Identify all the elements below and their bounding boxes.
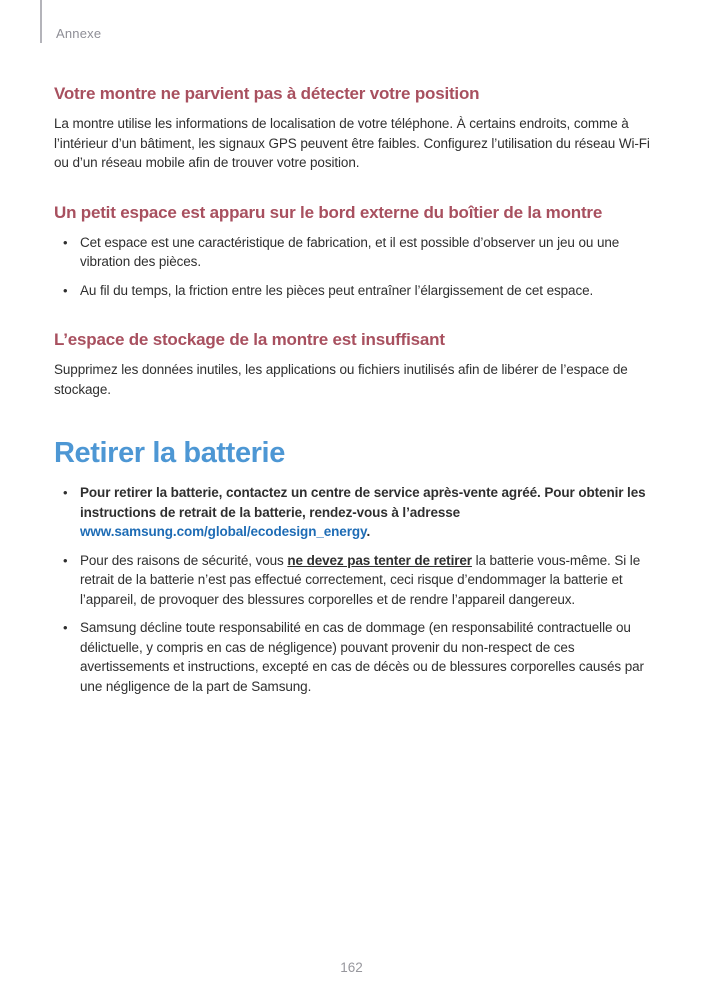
list-item-text: .	[366, 524, 371, 539]
section-storage	[54, 330, 651, 399]
list-item	[54, 551, 651, 610]
running-header	[40, 0, 101, 43]
page-number: 162	[340, 960, 363, 975]
list-item-text: Samsung décline toute responsabilité en cas de dommage (en responsabilité contractuelle ou délictuelle, y compris en cas de négligence) pouvant provenir du non-respect de ces avertissements et instructions, excepté en cas de décès ou de blessures corporelles causés par une négligence de la part de Samsung.	[80, 620, 644, 694]
section-case-gap	[54, 203, 651, 301]
list-item	[54, 483, 651, 542]
bullet-list	[54, 233, 651, 301]
section-heading: Un petit espace est apparu sur le bord externe du boîtier de la montre	[54, 202, 603, 222]
list-item	[54, 618, 651, 696]
list-item	[54, 233, 651, 272]
list-item-text: Pour retirer la batterie, contactez un centre de service après-vente agréé. Pour obtenir les instructions de retrait de la batterie, rendez-vous à l’adresse	[80, 485, 646, 520]
ecodesign-energy-link[interactable]: www.samsung.com/global/ecodesign_energy	[80, 524, 367, 539]
section-position-detection	[54, 84, 651, 173]
chapter-title: Retirer la batterie	[54, 437, 285, 469]
warning-emphasis: ne devez pas tenter de retirer	[287, 552, 472, 568]
page-content	[54, 84, 651, 696]
section-heading: L’espace de stockage de la montre est insuffisant	[54, 330, 445, 349]
list-item-text: Cet espace est une caractéristique de fabrication, et il est possible d’observer un jeu ou une vibration des pièces.	[80, 234, 620, 269]
section-body: La montre utilise les informations de localisation de votre téléphone. À certains endroits, comme à l’intérieur d’un bâtiment, les signaux GPS peuvent être faibles. Configurez l’utilisation du réseau Wi-Fi ou d’un réseau mobile afin de trouver votre position.	[54, 116, 650, 170]
bullet-icon	[63, 483, 67, 503]
section-heading: Votre montre ne parvient pas à détecter votre position	[54, 84, 480, 103]
bullet-icon	[63, 551, 67, 571]
list-item	[54, 281, 651, 301]
bullet-list	[54, 483, 651, 696]
section-battery-removal	[54, 437, 651, 696]
bullet-icon	[63, 281, 67, 301]
list-item-text: Pour des raisons de sécurité, vous	[80, 552, 288, 568]
bullet-icon	[63, 618, 67, 638]
list-item-text: la batterie vous-même. Si le retrait de la batterie n’est pas effectué correctement, ceci risque d’endommager la batterie et l’appareil, de provoquer des blessures corporelles et de rendre l’appareil dangereux.	[80, 552, 641, 607]
list-item-text: Au fil du temps, la friction entre les pièces peut entraîner l’élargissement de cet espace.	[80, 282, 594, 298]
section-body: Supprimez les données inutiles, les applications ou fichiers inutilisés afin de libérer de l’espace de stockage.	[54, 362, 628, 397]
bullet-icon	[63, 233, 67, 253]
running-header-label: Annexe	[56, 26, 102, 41]
